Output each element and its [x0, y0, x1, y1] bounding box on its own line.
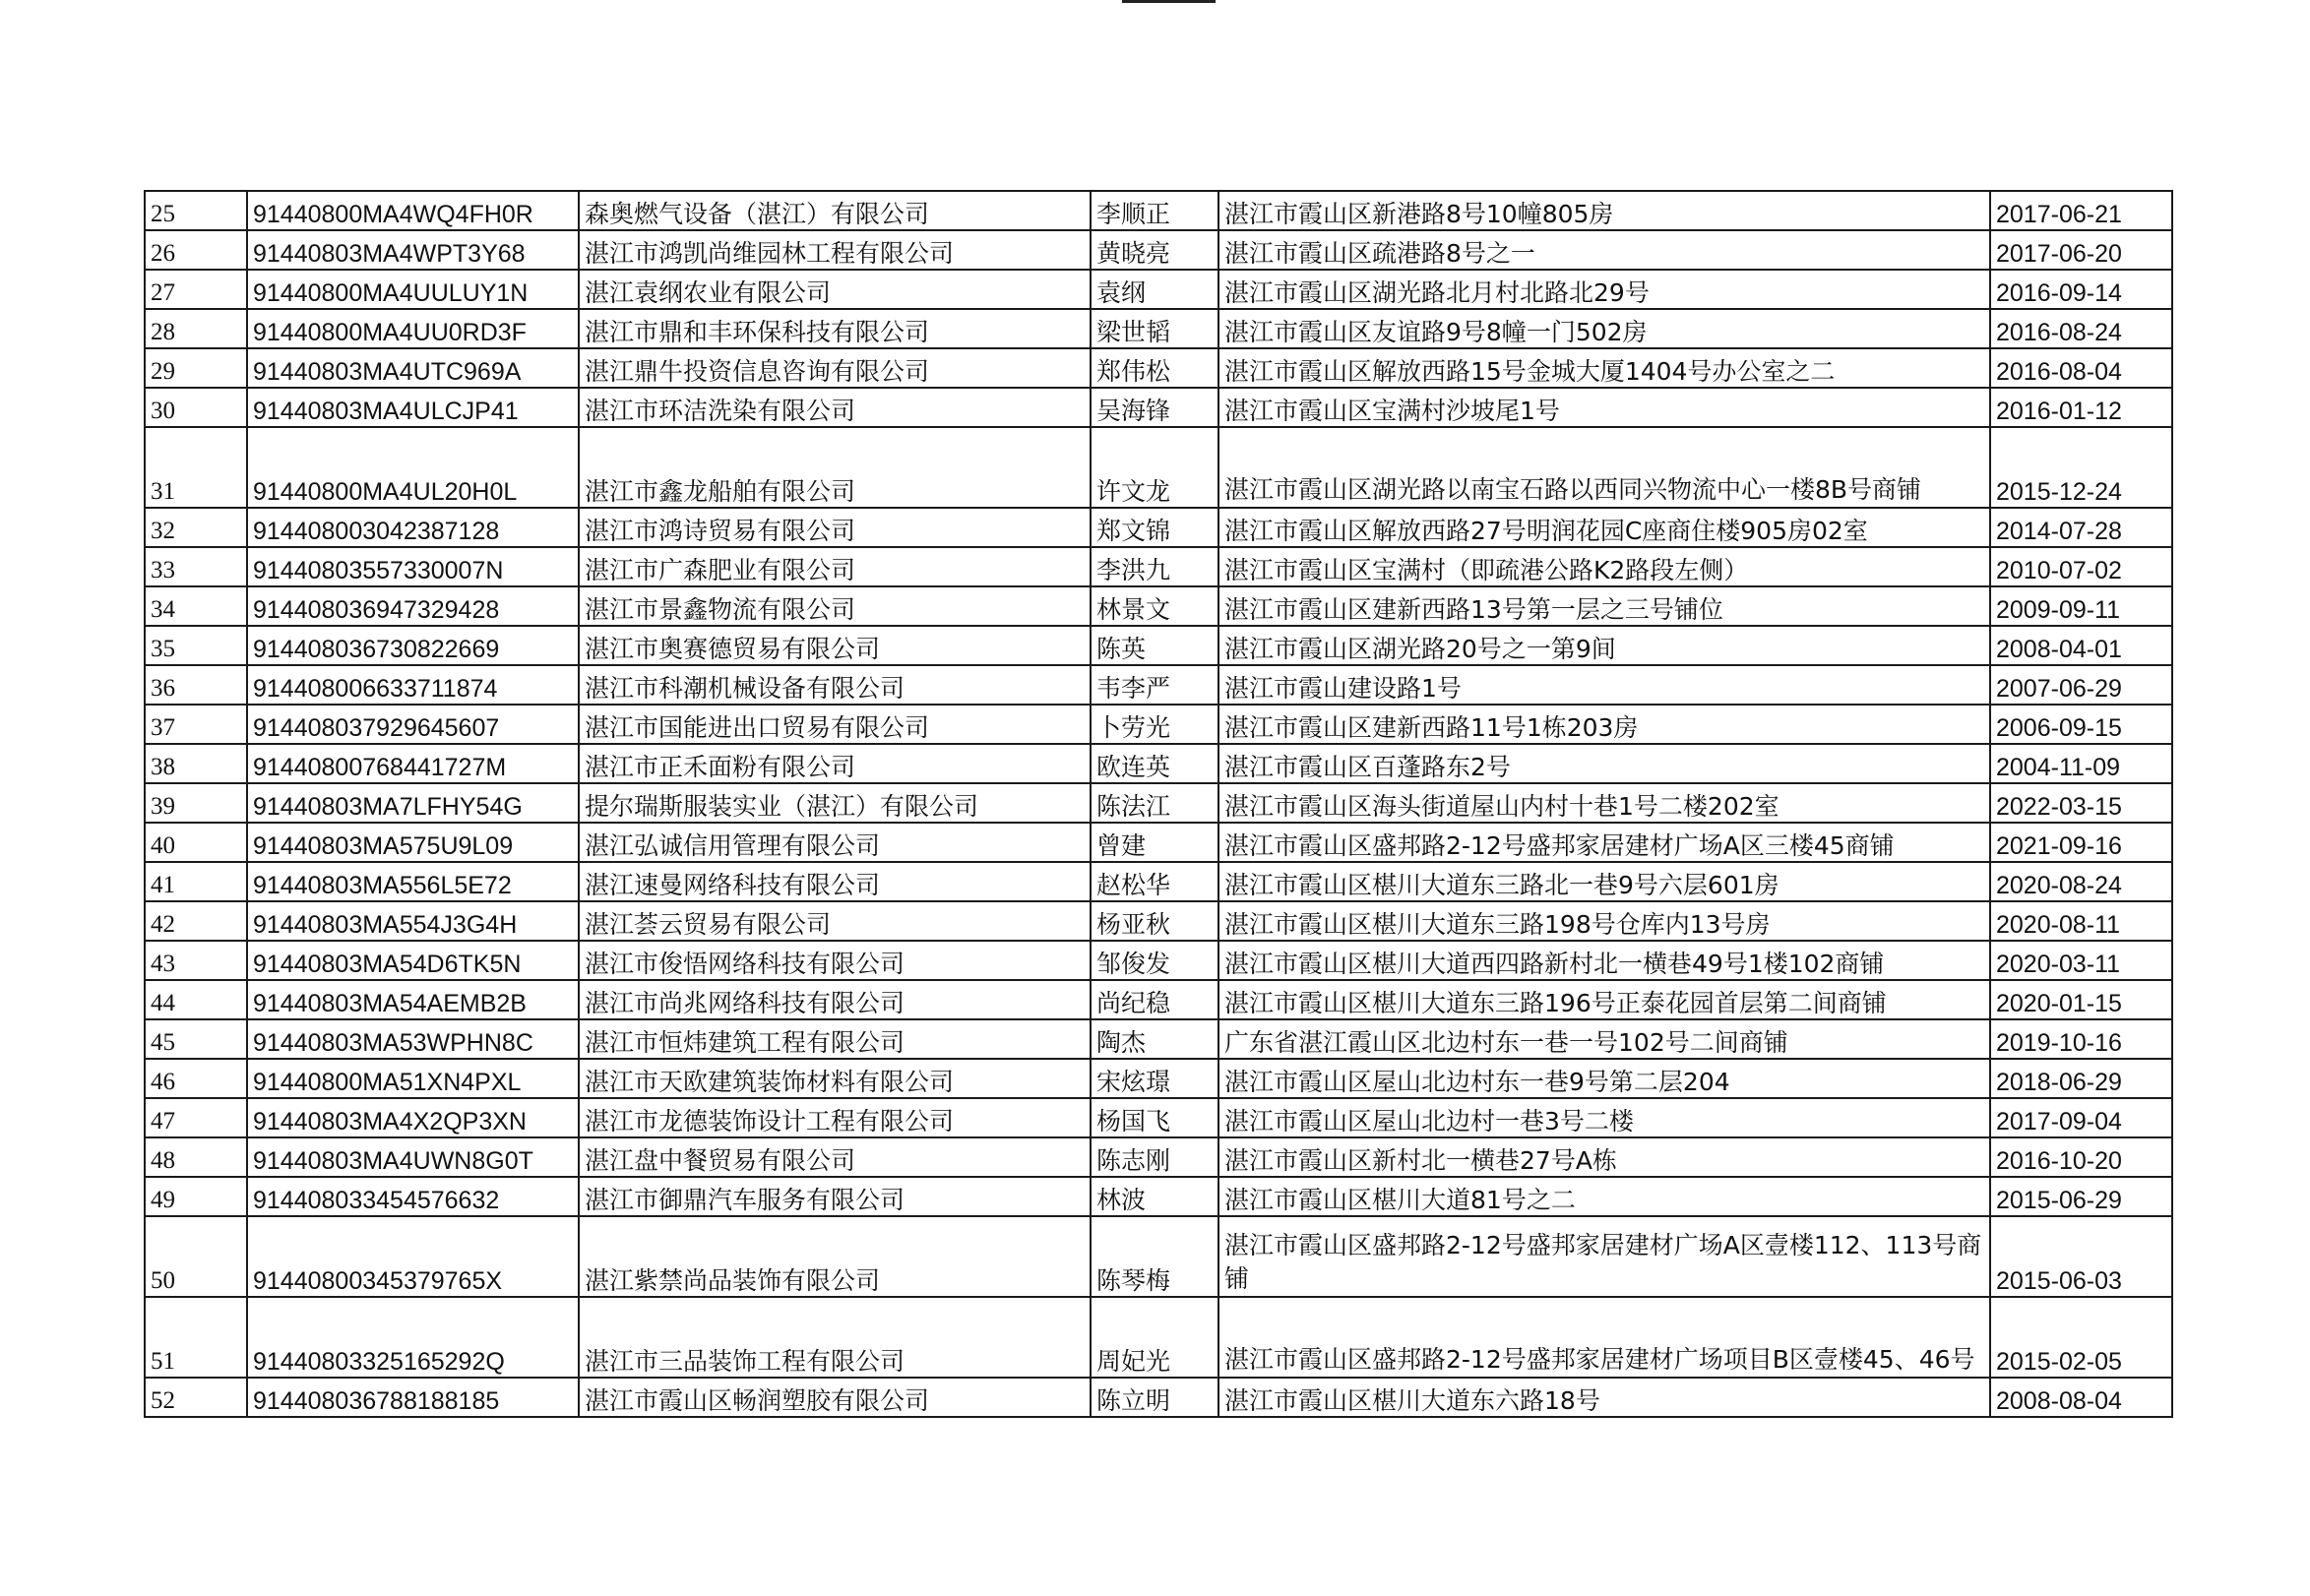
legal-representative-cell: 黄晓亮 [1091, 230, 1218, 270]
address-cell: 湛江市霞山区新村北一横巷27号A栋 [1218, 1137, 1990, 1177]
company-name-cell: 湛江市俊悟网络科技有限公司 [579, 941, 1091, 980]
row-number: 39 [145, 783, 247, 823]
credit-code-cell: 91440800MA4UL20H0L [247, 427, 579, 508]
address-cell: 湛江市霞山区解放西路27号明润花园C座商住楼905房02室 [1218, 508, 1990, 547]
credit-code-cell: 91440803MA556L5E72 [247, 862, 579, 901]
company-name-cell: 湛江市科潮机械设备有限公司 [579, 665, 1091, 705]
legal-representative-cell: 尚纪稳 [1091, 980, 1218, 1019]
credit-code-cell: 91440800MA51XN4PXL [247, 1059, 579, 1098]
registration-date-cell: 2016-01-12 [1990, 388, 2172, 427]
address-cell: 湛江市霞山区盛邦路2-12号盛邦家居建材广场项目B区壹楼45、46号 [1218, 1297, 1990, 1378]
registration-date-cell: 2017-06-20 [1990, 230, 2172, 270]
registration-date-cell: 2018-06-29 [1990, 1059, 2172, 1098]
row-number: 50 [145, 1216, 247, 1297]
registry-sheet [144, 190, 2171, 1418]
address-cell: 湛江市霞山区椹川大道东三路北一巷9号六层601房 [1218, 862, 1990, 901]
table-row [145, 626, 2172, 665]
legal-representative-cell: 杨亚秋 [1091, 901, 1218, 941]
table-row [145, 823, 2172, 862]
legal-representative-cell: 陈琴梅 [1091, 1216, 1218, 1297]
legal-representative-cell: 林波 [1091, 1177, 1218, 1216]
credit-code-cell: 91440803MA554J3G4H [247, 901, 579, 941]
registration-date-cell: 2008-04-01 [1990, 626, 2172, 665]
registration-date-cell: 2014-07-28 [1990, 508, 2172, 547]
table-row [145, 744, 2172, 783]
legal-representative-cell: 陈志刚 [1091, 1137, 1218, 1177]
company-name-cell: 湛江市恒炜建筑工程有限公司 [579, 1019, 1091, 1059]
row-number: 46 [145, 1059, 247, 1098]
address-cell: 湛江市霞山区屋山北边村东一巷9号第二层204 [1218, 1059, 1990, 1098]
company-name-cell: 湛江市霞山区畅润塑胶有限公司 [579, 1378, 1091, 1417]
registration-date-cell: 2015-06-29 [1990, 1177, 2172, 1216]
registration-date-cell: 2015-06-03 [1990, 1216, 2172, 1297]
table-row [145, 508, 2172, 547]
address-cell: 湛江市霞山区海头街道屋山内村十巷1号二楼202室 [1218, 783, 1990, 823]
row-number: 25 [145, 191, 247, 230]
registration-date-cell: 2004-11-09 [1990, 744, 2172, 783]
registration-date-cell: 2015-12-24 [1990, 427, 2172, 508]
address-cell: 湛江市霞山区宝满村（即疏港公路K2路段左侧） [1218, 547, 1990, 586]
row-number: 37 [145, 705, 247, 744]
legal-representative-cell: 陈法江 [1091, 783, 1218, 823]
address-cell: 湛江市霞山区解放西路15号金城大厦1404号办公室之二 [1218, 348, 1990, 388]
row-number: 33 [145, 547, 247, 586]
credit-code-cell: 91440803MA4UTC969A [247, 348, 579, 388]
legal-representative-cell: 杨国飞 [1091, 1098, 1218, 1137]
credit-code-cell: 91440800MA4UU0RD3F [247, 309, 579, 348]
credit-code-cell: 914408036730822669 [247, 626, 579, 665]
table-row [145, 270, 2172, 309]
row-number: 47 [145, 1098, 247, 1137]
credit-code-cell: 914408036788188185 [247, 1378, 579, 1417]
row-number: 42 [145, 901, 247, 941]
address-cell: 湛江市霞山区椹川大道西四路新村北一横巷49号1楼102商铺 [1218, 941, 1990, 980]
address-cell: 湛江市霞山区湖光路以南宝石路以西同兴物流中心一楼8B号商铺 [1218, 427, 1990, 508]
table-row [145, 388, 2172, 427]
registration-date-cell: 2020-01-15 [1990, 980, 2172, 1019]
address-cell: 湛江市霞山区友谊路9号8幢一门502房 [1218, 309, 1990, 348]
credit-code-cell: 91440803MA53WPHN8C [247, 1019, 579, 1059]
row-number: 49 [145, 1177, 247, 1216]
registration-date-cell: 2015-02-05 [1990, 1297, 2172, 1378]
address-cell: 湛江市霞山区百蓬路东2号 [1218, 744, 1990, 783]
table-row [145, 1059, 2172, 1098]
row-number: 30 [145, 388, 247, 427]
address-cell: 湛江市霞山区盛邦路2-12号盛邦家居建材广场A区壹楼112、113号商铺 [1218, 1216, 1990, 1297]
credit-code-cell: 91440800MA4WQ4FH0R [247, 191, 579, 230]
legal-representative-cell: 卜劳光 [1091, 705, 1218, 744]
table-row [145, 705, 2172, 744]
legal-representative-cell: 袁纲 [1091, 270, 1218, 309]
credit-code-cell: 91440803557330007N [247, 547, 579, 586]
company-name-cell: 森奥燃气设备（湛江）有限公司 [579, 191, 1091, 230]
credit-code-cell: 91440803MA4WPT3Y68 [247, 230, 579, 270]
legal-representative-cell: 周妃光 [1091, 1297, 1218, 1378]
credit-code-cell: 91440800345379765X [247, 1216, 579, 1297]
company-name-cell: 湛江市三品装饰工程有限公司 [579, 1297, 1091, 1378]
credit-code-cell: 91440803MA4ULCJP41 [247, 388, 579, 427]
credit-code-cell: 91440800MA4UULUY1N [247, 270, 579, 309]
registration-date-cell: 2020-03-11 [1990, 941, 2172, 980]
company-name-cell: 湛江紫禁尚品装饰有限公司 [579, 1216, 1091, 1297]
legal-representative-cell: 许文龙 [1091, 427, 1218, 508]
credit-code-cell: 914408006633711874 [247, 665, 579, 705]
legal-representative-cell: 郑伟松 [1091, 348, 1218, 388]
table-row [145, 1297, 2172, 1378]
row-number: 29 [145, 348, 247, 388]
legal-representative-cell: 宋炫璟 [1091, 1059, 1218, 1098]
credit-code-cell: 91440803325165292Q [247, 1297, 579, 1378]
table-row [145, 309, 2172, 348]
company-name-cell: 湛江市天欧建筑装饰材料有限公司 [579, 1059, 1091, 1098]
legal-representative-cell: 赵松华 [1091, 862, 1218, 901]
table-row [145, 191, 2172, 230]
registry-table-body [145, 191, 2172, 1417]
company-name-cell: 湛江市奥赛德贸易有限公司 [579, 626, 1091, 665]
row-number: 32 [145, 508, 247, 547]
table-row [145, 1177, 2172, 1216]
address-cell: 湛江市霞山区湖光路20号之一第9间 [1218, 626, 1990, 665]
company-name-cell: 湛江鼎牛投资信息咨询有限公司 [579, 348, 1091, 388]
row-number: 41 [145, 862, 247, 901]
table-row [145, 980, 2172, 1019]
registration-date-cell: 2016-08-04 [1990, 348, 2172, 388]
address-cell: 湛江市霞山区椹川大道东三路196号正泰花园首层第二间商铺 [1218, 980, 1990, 1019]
company-name-cell: 湛江市鸿诗贸易有限公司 [579, 508, 1091, 547]
address-cell: 湛江市霞山区盛邦路2-12号盛邦家居建材广场A区三楼45商铺 [1218, 823, 1990, 862]
legal-representative-cell: 陈立明 [1091, 1378, 1218, 1417]
registration-date-cell: 2020-08-24 [1990, 862, 2172, 901]
address-cell: 湛江市霞山区宝满村沙坡尾1号 [1218, 388, 1990, 427]
company-name-cell: 湛江市景鑫物流有限公司 [579, 586, 1091, 626]
table-row [145, 230, 2172, 270]
company-name-cell: 湛江市鑫龙船舶有限公司 [579, 427, 1091, 508]
registration-date-cell: 2021-09-16 [1990, 823, 2172, 862]
table-row [145, 1216, 2172, 1297]
company-name-cell: 湛江市龙德装饰设计工程有限公司 [579, 1098, 1091, 1137]
address-cell: 湛江市霞山区新港路8号10幢805房 [1218, 191, 1990, 230]
registration-date-cell: 2016-10-20 [1990, 1137, 2172, 1177]
table-row [145, 1098, 2172, 1137]
credit-code-cell: 91440803MA54AEMB2B [247, 980, 579, 1019]
registration-date-cell: 2010-07-02 [1990, 547, 2172, 586]
company-name-cell: 湛江市环洁洗染有限公司 [579, 388, 1091, 427]
table-row [145, 427, 2172, 508]
company-registry-table [144, 190, 2173, 1418]
legal-representative-cell: 李洪九 [1091, 547, 1218, 586]
table-row [145, 862, 2172, 901]
table-row [145, 1378, 2172, 1417]
address-cell: 湛江市霞山区建新西路13号第一层之三号铺位 [1218, 586, 1990, 626]
page-top-rule [1122, 0, 1216, 3]
legal-representative-cell: 郑文锦 [1091, 508, 1218, 547]
registration-date-cell: 2016-08-24 [1990, 309, 2172, 348]
table-row [145, 941, 2172, 980]
row-number: 28 [145, 309, 247, 348]
credit-code-cell: 91440803MA4UWN8G0T [247, 1137, 579, 1177]
address-cell: 湛江市霞山区屋山北边村一巷3号二楼 [1218, 1098, 1990, 1137]
row-number: 52 [145, 1378, 247, 1417]
row-number: 36 [145, 665, 247, 705]
legal-representative-cell: 李顺正 [1091, 191, 1218, 230]
row-number: 35 [145, 626, 247, 665]
legal-representative-cell: 欧连英 [1091, 744, 1218, 783]
legal-representative-cell: 吴海锋 [1091, 388, 1218, 427]
table-row [145, 901, 2172, 941]
row-number: 27 [145, 270, 247, 309]
registration-date-cell: 2017-06-21 [1990, 191, 2172, 230]
company-name-cell: 提尔瑞斯服装实业（湛江）有限公司 [579, 783, 1091, 823]
address-cell: 湛江市霞山区湖光路北月村北路北29号 [1218, 270, 1990, 309]
registration-date-cell: 2007-06-29 [1990, 665, 2172, 705]
company-name-cell: 湛江盘中餐贸易有限公司 [579, 1137, 1091, 1177]
table-row [145, 348, 2172, 388]
registration-date-cell: 2020-08-11 [1990, 901, 2172, 941]
address-cell: 湛江市霞山建设路1号 [1218, 665, 1990, 705]
address-cell: 湛江市霞山区椹川大道东六路18号 [1218, 1378, 1990, 1417]
registration-date-cell: 2009-09-11 [1990, 586, 2172, 626]
legal-representative-cell: 邹俊发 [1091, 941, 1218, 980]
row-number: 38 [145, 744, 247, 783]
row-number: 40 [145, 823, 247, 862]
company-name-cell: 湛江弘诚信用管理有限公司 [579, 823, 1091, 862]
table-row [145, 783, 2172, 823]
row-number: 43 [145, 941, 247, 980]
row-number: 26 [145, 230, 247, 270]
address-cell: 湛江市霞山区建新西路11号1栋203房 [1218, 705, 1990, 744]
table-row [145, 1137, 2172, 1177]
company-name-cell: 湛江袁纲农业有限公司 [579, 270, 1091, 309]
legal-representative-cell: 曾建 [1091, 823, 1218, 862]
legal-representative-cell: 梁世韬 [1091, 309, 1218, 348]
company-name-cell: 湛江市广森肥业有限公司 [579, 547, 1091, 586]
credit-code-cell: 91440803MA54D6TK5N [247, 941, 579, 980]
address-cell: 湛江市霞山区椹川大道81号之二 [1218, 1177, 1990, 1216]
company-name-cell: 湛江市鼎和丰环保科技有限公司 [579, 309, 1091, 348]
credit-code-cell: 91440803MA4X2QP3XN [247, 1098, 579, 1137]
registration-date-cell: 2017-09-04 [1990, 1098, 2172, 1137]
company-name-cell: 湛江市御鼎汽车服务有限公司 [579, 1177, 1091, 1216]
credit-code-cell: 914408033454576632 [247, 1177, 579, 1216]
row-number: 45 [145, 1019, 247, 1059]
address-cell: 湛江市霞山区椹川大道东三路198号仓库内13号房 [1218, 901, 1990, 941]
row-number: 51 [145, 1297, 247, 1378]
credit-code-cell: 91440803MA575U9L09 [247, 823, 579, 862]
row-number: 34 [145, 586, 247, 626]
address-cell: 湛江市霞山区疏港路8号之一 [1218, 230, 1990, 270]
registration-date-cell: 2008-08-04 [1990, 1378, 2172, 1417]
row-number: 48 [145, 1137, 247, 1177]
row-number: 44 [145, 980, 247, 1019]
legal-representative-cell: 陶杰 [1091, 1019, 1218, 1059]
row-number: 31 [145, 427, 247, 508]
company-name-cell: 湛江市鸿凯尚维园林工程有限公司 [579, 230, 1091, 270]
credit-code-cell: 914408037929645607 [247, 705, 579, 744]
legal-representative-cell: 林景文 [1091, 586, 1218, 626]
table-row [145, 1019, 2172, 1059]
credit-code-cell: 91440800768441727M [247, 744, 579, 783]
registration-date-cell: 2006-09-15 [1990, 705, 2172, 744]
credit-code-cell: 91440803MA7LFHY54G [247, 783, 579, 823]
credit-code-cell: 914408003042387128 [247, 508, 579, 547]
registration-date-cell: 2016-09-14 [1990, 270, 2172, 309]
table-row [145, 586, 2172, 626]
table-row [145, 665, 2172, 705]
credit-code-cell: 914408036947329428 [247, 586, 579, 626]
company-name-cell: 湛江市尚兆网络科技有限公司 [579, 980, 1091, 1019]
registration-date-cell: 2022-03-15 [1990, 783, 2172, 823]
company-name-cell: 湛江市正禾面粉有限公司 [579, 744, 1091, 783]
legal-representative-cell: 陈英 [1091, 626, 1218, 665]
address-cell: 广东省湛江霞山区北边村东一巷一号102号二间商铺 [1218, 1019, 1990, 1059]
company-name-cell: 湛江速曼网络科技有限公司 [579, 862, 1091, 901]
company-name-cell: 湛江荟云贸易有限公司 [579, 901, 1091, 941]
company-name-cell: 湛江市国能进出口贸易有限公司 [579, 705, 1091, 744]
legal-representative-cell: 韦李严 [1091, 665, 1218, 705]
table-row [145, 547, 2172, 586]
registration-date-cell: 2019-10-16 [1990, 1019, 2172, 1059]
